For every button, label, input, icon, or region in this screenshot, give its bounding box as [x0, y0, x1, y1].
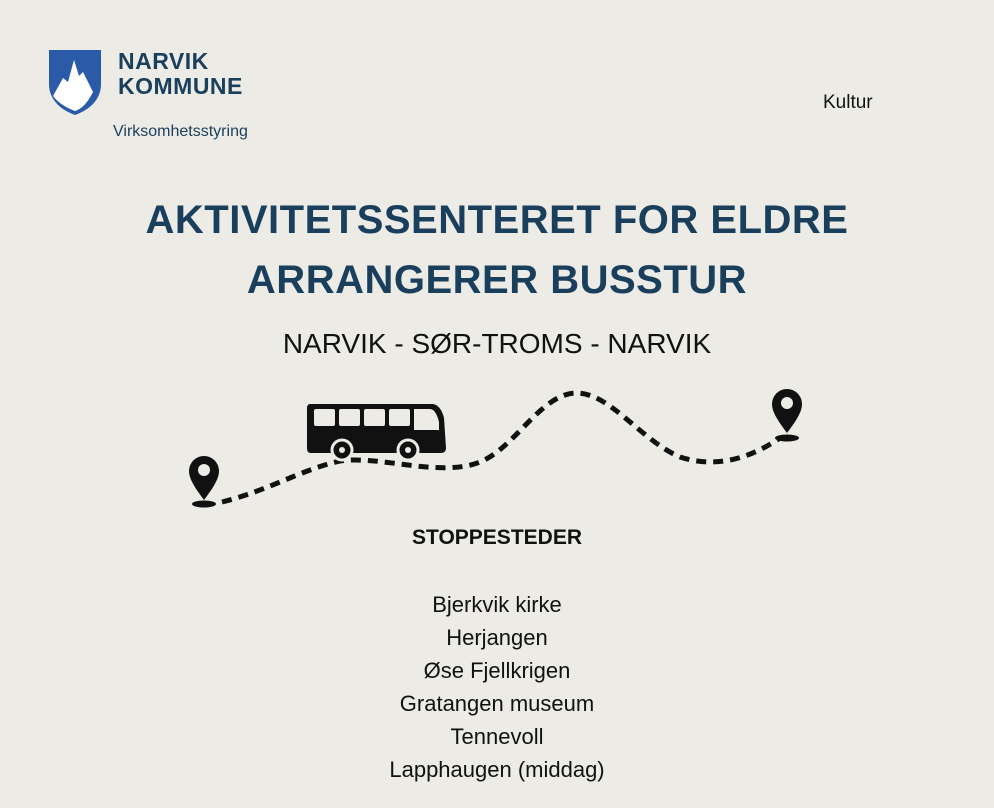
stops-list: [0, 588, 994, 786]
page-title: [0, 190, 994, 310]
stop-item: Tennevoll: [450, 724, 544, 749]
title-line1: AKTIVITETSSENTERET FOR ELDRE: [145, 198, 849, 242]
org-subtitle: Virksomhetsstyring: [113, 123, 248, 140]
map-pin-icon-start: [189, 456, 219, 508]
department-label: Kultur: [823, 92, 873, 113]
bus-icon: [307, 404, 446, 460]
route-illustration: [0, 370, 994, 520]
stop-item: Gratangen museum: [399, 691, 595, 716]
stop-item: Øse Fjellkrigen: [423, 658, 571, 683]
stop-item: Lapphaugen (middag): [389, 757, 605, 782]
stop-item: Bjerkvik kirke: [432, 592, 562, 617]
title-line2: ARRANGERER BUSSTUR: [246, 258, 748, 302]
route-text: NARVIK - SØR-TROMS - NARVIK: [282, 328, 712, 359]
map-pin-icon-end: [772, 389, 802, 442]
org-name-line2: KOMMUNE: [118, 73, 243, 99]
stop-item: Herjangen: [446, 625, 548, 650]
stops-heading: STOPPESTEDER: [412, 526, 582, 549]
dashed-route-path: [222, 393, 780, 502]
org-name-line1: NARVIK: [118, 48, 209, 74]
shield-logo-icon: [47, 48, 103, 116]
org-name: [118, 49, 243, 99]
